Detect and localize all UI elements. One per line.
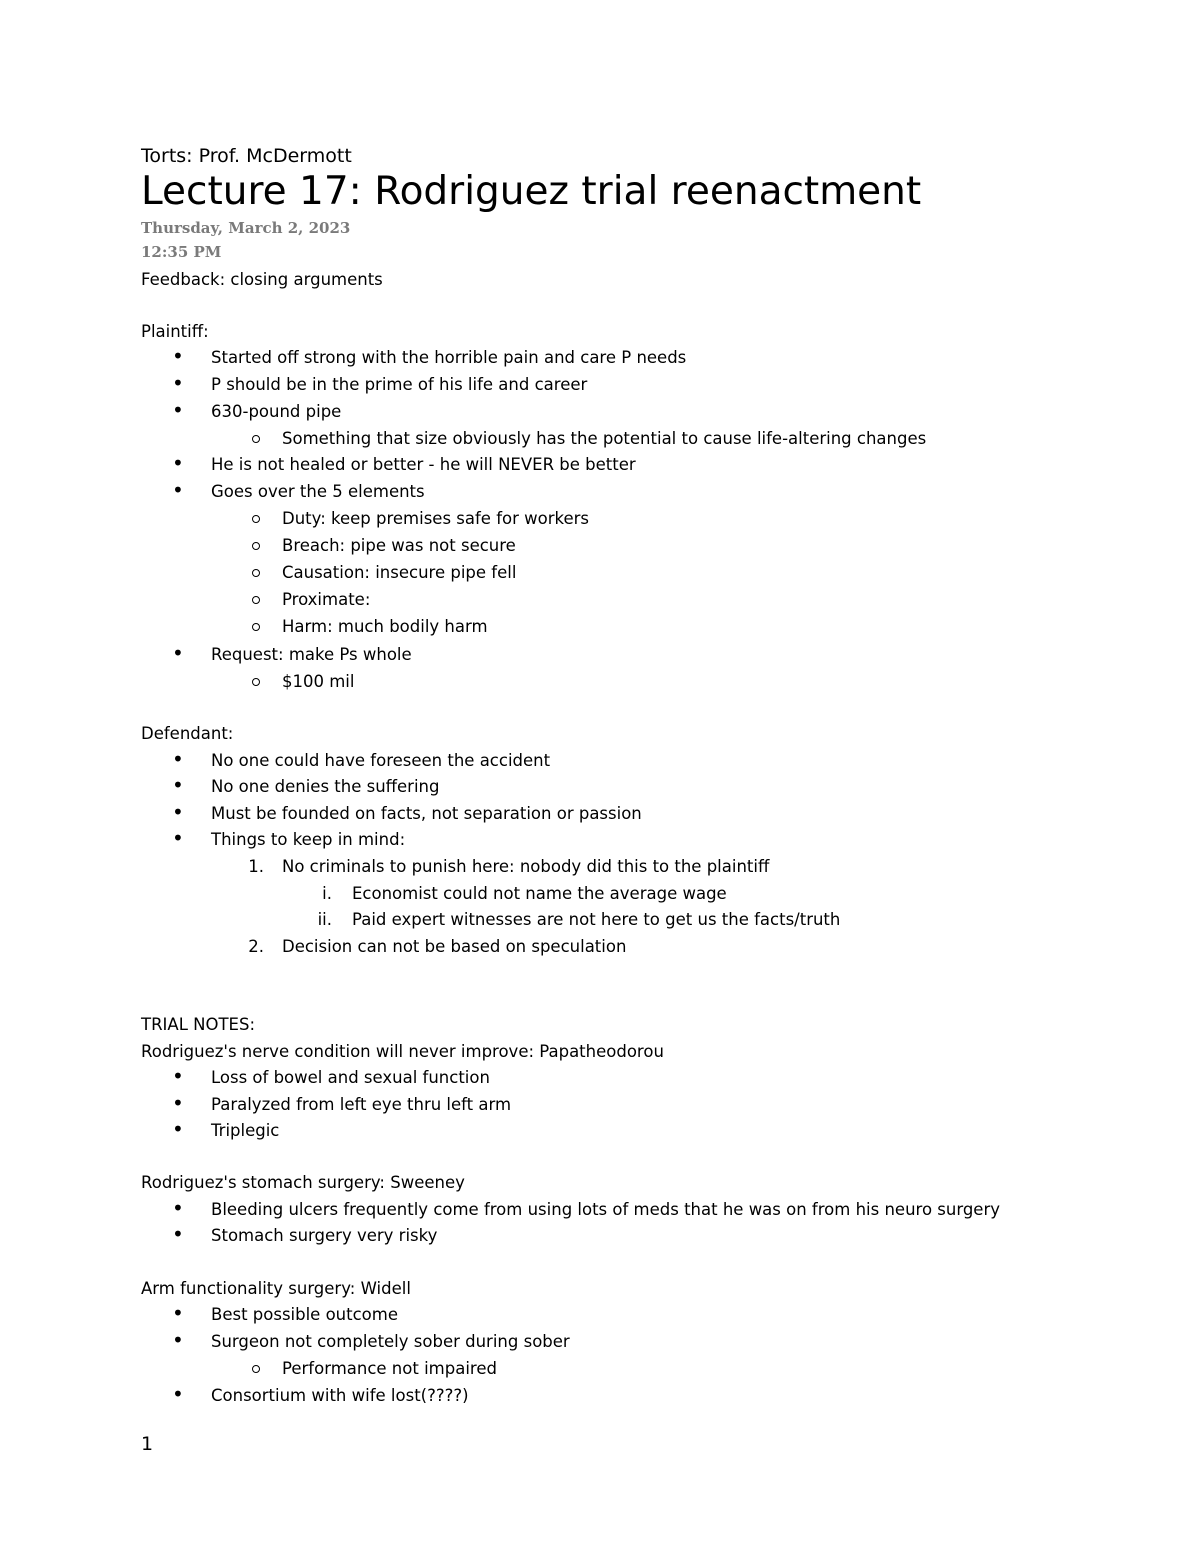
- list-item: Stomach surgery very risky: [211, 1226, 438, 1245]
- sub-bullet-marker: [252, 515, 260, 523]
- list-item: P should be in the prime of his life and career: [211, 375, 588, 394]
- list-number: i.: [322, 884, 332, 903]
- bullet-marker: •: [172, 1301, 184, 1325]
- sub-bullet-marker: [252, 569, 260, 577]
- bullet-marker: •: [172, 1091, 184, 1115]
- list-item: Harm: much bodily harm: [282, 617, 488, 636]
- list-item: Duty: keep premises safe for workers: [282, 509, 589, 528]
- sub-bullet-marker: [252, 623, 260, 631]
- list-item: Bleeding ulcers frequently come from using lots of meds that he was on from his neuro surgery: [211, 1200, 1001, 1219]
- sub-bullet-marker: [252, 435, 260, 443]
- bullet-marker: •: [172, 773, 184, 797]
- section-line: Rodriguez's stomach surgery: Sweeney: [141, 1173, 465, 1192]
- list-item: Surgeon not completely sober during sober: [211, 1332, 570, 1351]
- section-line: Arm functionality surgery: Widell: [141, 1279, 411, 1298]
- bullet-marker: •: [172, 1328, 184, 1352]
- date-stamp: Thursday, March 2, 2023: [141, 219, 351, 237]
- list-item: He is not healed or better - he will NEVER be better: [211, 455, 636, 474]
- list-item: Paid expert witnesses are not here to get us the facts/truth: [352, 910, 841, 929]
- bullet-marker: •: [172, 800, 184, 824]
- list-item: $100 mil: [282, 672, 355, 691]
- list-number: ii.: [317, 910, 332, 929]
- list-item: Goes over the 5 elements: [211, 482, 425, 501]
- bullet-marker: •: [172, 371, 184, 395]
- list-item: Performance not impaired: [282, 1359, 497, 1378]
- list-item: Consortium with wife lost(????): [211, 1386, 469, 1405]
- bullet-marker: •: [172, 1117, 184, 1141]
- list-item: Economist could not name the average wage: [352, 884, 727, 903]
- list-item: Started off strong with the horrible pain and care P needs: [211, 348, 687, 367]
- list-item: Something that size obviously has the potential to cause life-altering changes: [282, 429, 927, 448]
- list-item: No criminals to punish here: nobody did this to the plaintiff: [282, 857, 770, 876]
- list-item: Proximate:: [282, 590, 371, 609]
- sub-bullet-marker: [252, 678, 260, 686]
- section-line: Feedback: closing arguments: [141, 270, 383, 289]
- section-line: Rodriguez's nerve condition will never improve: Papatheodorou: [141, 1042, 664, 1061]
- bullet-marker: •: [172, 398, 184, 422]
- bullet-marker: •: [172, 478, 184, 502]
- list-item: Causation: insecure pipe fell: [282, 563, 517, 582]
- bullet-marker: •: [172, 826, 184, 850]
- bullet-marker: •: [172, 1382, 184, 1406]
- bullet-marker: •: [172, 344, 184, 368]
- section-line: Plaintiff:: [141, 322, 209, 341]
- list-item: No one denies the suffering: [211, 777, 440, 796]
- list-item: Best possible outcome: [211, 1305, 398, 1324]
- time-stamp: 12:35 PM: [141, 243, 222, 261]
- section-line: Defendant:: [141, 724, 234, 743]
- sub-bullet-marker: [252, 596, 260, 604]
- list-number: 1.: [248, 857, 264, 876]
- list-item: Decision can not be based on speculation: [282, 937, 627, 956]
- page-number: 1: [141, 1433, 154, 1455]
- bullet-marker: •: [172, 1196, 184, 1220]
- list-item: Things to keep in mind:: [211, 830, 406, 849]
- bullet-marker: •: [172, 641, 184, 665]
- bullet-marker: •: [172, 747, 184, 771]
- list-item: Request: make Ps whole: [211, 645, 412, 664]
- list-item: Must be founded on facts, not separation or passion: [211, 804, 642, 823]
- list-item: No one could have foreseen the accident: [211, 751, 551, 770]
- bullet-marker: •: [172, 451, 184, 475]
- page-title: Lecture 17: Rodriguez trial reenactment: [141, 169, 922, 214]
- list-item: 630-pound pipe: [211, 402, 342, 421]
- list-number: 2.: [248, 937, 264, 956]
- list-item: Triplegic: [211, 1121, 280, 1140]
- sub-bullet-marker: [252, 1365, 260, 1373]
- bullet-marker: •: [172, 1222, 184, 1246]
- list-item: Paralyzed from left eye thru left arm: [211, 1095, 512, 1114]
- sub-bullet-marker: [252, 542, 260, 550]
- bullet-marker: •: [172, 1064, 184, 1088]
- list-item: Loss of bowel and sexual function: [211, 1068, 490, 1087]
- list-item: Breach: pipe was not secure: [282, 536, 516, 555]
- course-heading: Torts: Prof. McDermott: [141, 145, 352, 167]
- section-line: TRIAL NOTES:: [141, 1015, 256, 1034]
